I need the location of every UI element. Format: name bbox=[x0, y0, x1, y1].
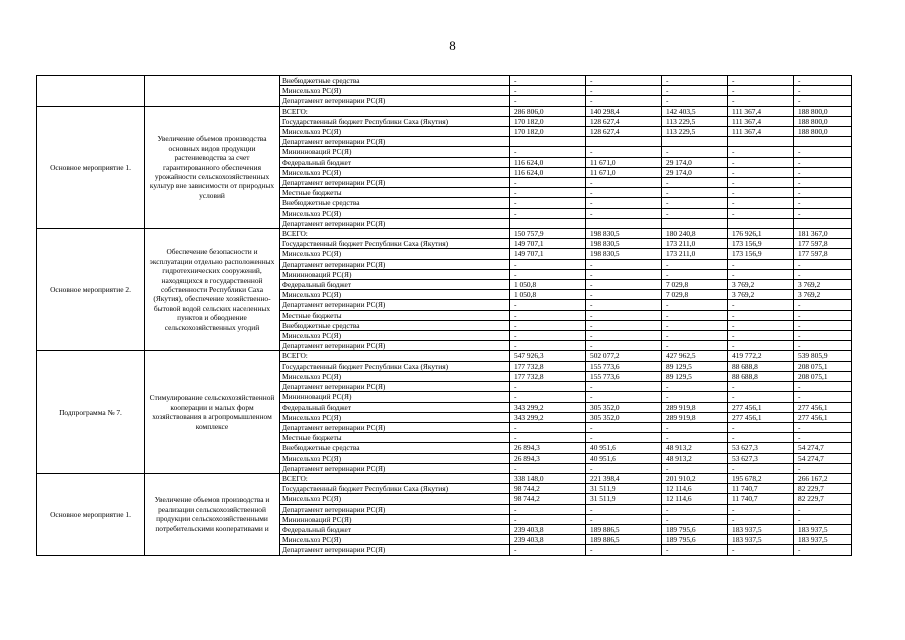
funding-source-cell: Минсельхоз РС(Я) bbox=[280, 127, 510, 137]
amount-cell: 181 367,0 bbox=[794, 229, 852, 239]
amount-cell: 111 367,4 bbox=[728, 116, 794, 126]
funding-source-cell: ВСЕГО: bbox=[280, 229, 510, 239]
amount-cell: 1 050,8 bbox=[510, 280, 586, 290]
amount-cell: - bbox=[510, 188, 586, 198]
amount-cell: 427 962,5 bbox=[662, 351, 728, 361]
amount-cell: - bbox=[728, 178, 794, 188]
funding-source-cell: Минсельхоз РС(Я) bbox=[280, 290, 510, 300]
amount-cell: - bbox=[662, 147, 728, 157]
table-row bbox=[37, 351, 852, 361]
amount-cell: - bbox=[794, 463, 852, 473]
amount-cell: - bbox=[794, 208, 852, 218]
amount-cell: - bbox=[794, 178, 852, 188]
funding-source-cell: Минсельхоз РС(Я) bbox=[280, 249, 510, 259]
funding-source-cell: Мининноваций РС(Я) bbox=[280, 147, 510, 157]
amount-cell: 26 894,3 bbox=[510, 443, 586, 453]
amount-cell: 221 398,4 bbox=[586, 473, 662, 483]
amount-cell: 173 211,0 bbox=[662, 239, 728, 249]
amount-cell: 198 830,5 bbox=[586, 239, 662, 249]
amount-cell: 11 740,7 bbox=[728, 484, 794, 494]
amount-cell: 239 403,8 bbox=[510, 524, 586, 534]
amount-cell: 98 744,2 bbox=[510, 494, 586, 504]
funding-source-cell: Местные бюджеты bbox=[280, 188, 510, 198]
amount-cell: - bbox=[586, 422, 662, 432]
funding-source-cell: Федеральный бюджет bbox=[280, 402, 510, 412]
amount-cell: - bbox=[794, 76, 852, 86]
amount-cell bbox=[586, 218, 662, 228]
amount-cell: 82 229,7 bbox=[794, 484, 852, 494]
amount-cell: 11 671,0 bbox=[586, 167, 662, 177]
amount-cell: - bbox=[586, 331, 662, 341]
table-row bbox=[37, 76, 852, 86]
amount-cell: - bbox=[510, 433, 586, 443]
amount-cell: - bbox=[586, 188, 662, 198]
amount-cell: - bbox=[794, 147, 852, 157]
amount-cell: - bbox=[728, 147, 794, 157]
amount-cell: - bbox=[728, 331, 794, 341]
funding-source-cell: ВСЕГО: bbox=[280, 106, 510, 116]
amount-cell: 305 352,0 bbox=[586, 402, 662, 412]
funding-source-cell: Департамент ветеринарии РС(Я) bbox=[280, 218, 510, 228]
amount-cell: - bbox=[510, 331, 586, 341]
amount-cell: - bbox=[728, 433, 794, 443]
amount-cell: 3 769,2 bbox=[728, 290, 794, 300]
amount-cell: - bbox=[728, 341, 794, 351]
amount-cell: 40 951,6 bbox=[586, 453, 662, 463]
amount-cell: - bbox=[794, 300, 852, 310]
amount-cell: - bbox=[586, 382, 662, 392]
program-description-cell: Обеспечение безопасности и эксплуатации отдельно расположенных гидротехнических сооружений, находящихся в государственной собственности Республики Саха (Якутия), обеспечение хозяйственно-бытовой водой сельских населенных пунктов и обводнение сельскохозяйственных угодий bbox=[145, 229, 280, 351]
amount-cell: 40 951,6 bbox=[586, 443, 662, 453]
amount-cell: - bbox=[728, 320, 794, 330]
funding-source-cell: Государственный бюджет Республики Саха (Якутия) bbox=[280, 361, 510, 371]
funding-source-cell: Минсельхоз РС(Я) bbox=[280, 535, 510, 545]
amount-cell: - bbox=[662, 76, 728, 86]
amount-cell: - bbox=[794, 167, 852, 177]
amount-cell: - bbox=[728, 269, 794, 279]
funding-source-cell: Департамент ветеринарии РС(Я) bbox=[280, 422, 510, 432]
amount-cell: 128 627,4 bbox=[586, 127, 662, 137]
amount-cell: - bbox=[728, 208, 794, 218]
amount-cell: - bbox=[728, 76, 794, 86]
amount-cell: - bbox=[728, 86, 794, 96]
amount-cell: - bbox=[794, 96, 852, 106]
amount-cell: - bbox=[794, 422, 852, 432]
amount-cell: - bbox=[662, 433, 728, 443]
amount-cell bbox=[728, 218, 794, 228]
amount-cell: - bbox=[510, 310, 586, 320]
amount-cell bbox=[728, 137, 794, 147]
amount-cell: - bbox=[510, 504, 586, 514]
amount-cell: - bbox=[728, 310, 794, 320]
amount-cell: 53 627,3 bbox=[728, 443, 794, 453]
amount-cell: 31 511,9 bbox=[586, 494, 662, 504]
amount-cell: 89 129,5 bbox=[662, 361, 728, 371]
amount-cell: - bbox=[586, 320, 662, 330]
amount-cell: 289 919,8 bbox=[662, 402, 728, 412]
amount-cell: 29 174,0 bbox=[662, 157, 728, 167]
funding-source-cell: Минсельхоз РС(Я) bbox=[280, 371, 510, 381]
amount-cell: - bbox=[510, 463, 586, 473]
amount-cell: 188 800,0 bbox=[794, 106, 852, 116]
amount-cell: 155 773,6 bbox=[586, 361, 662, 371]
amount-cell: - bbox=[794, 320, 852, 330]
funding-source-cell: Департамент ветеринарии РС(Я) bbox=[280, 259, 510, 269]
amount-cell: - bbox=[586, 341, 662, 351]
funding-source-cell: Департамент ветеринарии РС(Я) bbox=[280, 300, 510, 310]
amount-cell: 266 167,2 bbox=[794, 473, 852, 483]
amount-cell: - bbox=[510, 198, 586, 208]
amount-cell: - bbox=[728, 96, 794, 106]
funding-source-cell: Департамент ветеринарии РС(Я) bbox=[280, 341, 510, 351]
amount-cell: - bbox=[728, 167, 794, 177]
amount-cell: 88 688,8 bbox=[728, 371, 794, 381]
amount-cell: 176 926,1 bbox=[728, 229, 794, 239]
amount-cell: 89 129,5 bbox=[662, 371, 728, 381]
funding-source-cell: Минсельхоз РС(Я) bbox=[280, 412, 510, 422]
amount-cell: 29 174,0 bbox=[662, 167, 728, 177]
amount-cell: - bbox=[510, 269, 586, 279]
amount-cell: - bbox=[662, 504, 728, 514]
amount-cell: - bbox=[510, 147, 586, 157]
funding-source-cell: Федеральный бюджет bbox=[280, 157, 510, 167]
funding-source-cell: Минсельхоз РС(Я) bbox=[280, 167, 510, 177]
amount-cell: 201 910,2 bbox=[662, 473, 728, 483]
amount-cell: 502 077,2 bbox=[586, 351, 662, 361]
amount-cell: 188 800,0 bbox=[794, 127, 852, 137]
program-description-cell: Увеличение объемов производства основных видов продукции растениеводства за счет гарантированного обеспечения урожайности сельскохозяйственных культур вне зависимости от природных условий bbox=[145, 106, 280, 228]
amount-cell: - bbox=[662, 269, 728, 279]
amount-cell: 150 757,9 bbox=[510, 229, 586, 239]
amount-cell: 170 182,0 bbox=[510, 127, 586, 137]
amount-cell: - bbox=[586, 504, 662, 514]
amount-cell: 54 274,7 bbox=[794, 453, 852, 463]
amount-cell: - bbox=[662, 310, 728, 320]
amount-cell: - bbox=[662, 96, 728, 106]
amount-cell bbox=[586, 137, 662, 147]
amount-cell: 277 456,1 bbox=[794, 412, 852, 422]
amount-cell: - bbox=[794, 433, 852, 443]
amount-cell: 149 707,1 bbox=[510, 239, 586, 249]
funding-source-cell: Департамент ветеринарии РС(Я) bbox=[280, 504, 510, 514]
page-number: 8 bbox=[449, 38, 456, 53]
amount-cell: 343 299,2 bbox=[510, 402, 586, 412]
amount-cell: - bbox=[794, 392, 852, 402]
amount-cell: - bbox=[728, 514, 794, 524]
amount-cell: - bbox=[510, 392, 586, 402]
amount-cell: - bbox=[662, 545, 728, 555]
amount-cell: - bbox=[728, 463, 794, 473]
funding-source-cell: Внебюджетные средства bbox=[280, 198, 510, 208]
funding-source-cell: Департамент ветеринарии РС(Я) bbox=[280, 382, 510, 392]
funding-source-cell: Внебюджетные средства bbox=[280, 443, 510, 453]
amount-cell: 173 156,9 bbox=[728, 239, 794, 249]
amount-cell: 208 075,1 bbox=[794, 371, 852, 381]
amount-cell: - bbox=[510, 514, 586, 524]
funding-source-cell: Департамент ветеринарии РС(Я) bbox=[280, 463, 510, 473]
amount-cell: - bbox=[728, 300, 794, 310]
amount-cell: - bbox=[586, 545, 662, 555]
amount-cell: - bbox=[586, 514, 662, 524]
amount-cell: 140 298,4 bbox=[586, 106, 662, 116]
amount-cell: - bbox=[794, 86, 852, 96]
amount-cell: 195 678,2 bbox=[728, 473, 794, 483]
funding-source-cell: Департамент ветеринарии РС(Я) bbox=[280, 545, 510, 555]
amount-cell: - bbox=[586, 86, 662, 96]
amount-cell: 11 740,7 bbox=[728, 494, 794, 504]
program-description-cell: Увеличение объемов производства и реализации сельскохозяйственной продукции сельскохозяйственными потребительскими кооперативами и bbox=[145, 473, 280, 555]
amount-cell: - bbox=[794, 382, 852, 392]
amount-cell: 173 211,0 bbox=[662, 249, 728, 259]
amount-cell: - bbox=[586, 300, 662, 310]
amount-cell: - bbox=[794, 259, 852, 269]
amount-cell: - bbox=[510, 259, 586, 269]
amount-cell: - bbox=[662, 331, 728, 341]
amount-cell: - bbox=[586, 147, 662, 157]
amount-cell: - bbox=[794, 188, 852, 198]
amount-cell: 142 403,5 bbox=[662, 106, 728, 116]
amount-cell: 12 114,6 bbox=[662, 494, 728, 504]
amount-cell: 7 029,8 bbox=[662, 280, 728, 290]
funding-source-cell: Минсельхоз РС(Я) bbox=[280, 86, 510, 96]
funding-source-cell: Минсельхоз РС(Я) bbox=[280, 453, 510, 463]
amount-cell: 12 114,6 bbox=[662, 484, 728, 494]
amount-cell: - bbox=[510, 96, 586, 106]
amount-cell: 149 707,1 bbox=[510, 249, 586, 259]
amount-cell: 173 156,9 bbox=[728, 249, 794, 259]
funding-source-cell: Государственный бюджет Республики Саха (Якутия) bbox=[280, 484, 510, 494]
amount-cell: - bbox=[586, 290, 662, 300]
amount-cell: 82 229,7 bbox=[794, 494, 852, 504]
amount-cell: 198 830,5 bbox=[586, 229, 662, 239]
program-name-cell: Подпрограмма № 7. bbox=[37, 351, 145, 473]
amount-cell: - bbox=[662, 463, 728, 473]
amount-cell: - bbox=[586, 433, 662, 443]
amount-cell: 289 919,8 bbox=[662, 412, 728, 422]
amount-cell: - bbox=[794, 545, 852, 555]
amount-cell: 183 937,5 bbox=[728, 524, 794, 534]
amount-cell: 547 926,3 bbox=[510, 351, 586, 361]
amount-cell: - bbox=[662, 341, 728, 351]
amount-cell: - bbox=[662, 514, 728, 524]
amount-cell: - bbox=[794, 269, 852, 279]
amount-cell: 31 511,9 bbox=[586, 484, 662, 494]
funding-source-cell: Минсельхоз РС(Я) bbox=[280, 494, 510, 504]
amount-cell: - bbox=[586, 269, 662, 279]
table-row bbox=[37, 229, 852, 239]
amount-cell: 183 937,5 bbox=[794, 524, 852, 534]
amount-cell bbox=[510, 218, 586, 228]
amount-cell: 48 913,2 bbox=[662, 453, 728, 463]
amount-cell: 113 229,5 bbox=[662, 127, 728, 137]
amount-cell: 177 597,8 bbox=[794, 239, 852, 249]
amount-cell: 305 352,0 bbox=[586, 412, 662, 422]
funding-source-cell: Мининноваций РС(Я) bbox=[280, 514, 510, 524]
amount-cell: - bbox=[586, 96, 662, 106]
amount-cell: 170 182,0 bbox=[510, 116, 586, 126]
amount-cell: - bbox=[586, 280, 662, 290]
amount-cell: 208 075,1 bbox=[794, 361, 852, 371]
funding-source-cell: ВСЕГО: bbox=[280, 473, 510, 483]
funding-source-cell: Департамент ветеринарии РС(Я) bbox=[280, 178, 510, 188]
amount-cell: - bbox=[586, 178, 662, 188]
amount-cell: - bbox=[794, 504, 852, 514]
amount-cell: - bbox=[510, 422, 586, 432]
amount-cell: 3 769,2 bbox=[794, 290, 852, 300]
amount-cell: 116 624,0 bbox=[510, 167, 586, 177]
amount-cell: 1 050,8 bbox=[510, 290, 586, 300]
amount-cell bbox=[662, 218, 728, 228]
table-row bbox=[37, 473, 852, 483]
amount-cell: - bbox=[586, 208, 662, 218]
funding-source-cell: Мининноваций РС(Я) bbox=[280, 269, 510, 279]
amount-cell: - bbox=[586, 463, 662, 473]
amount-cell: 189 795,6 bbox=[662, 524, 728, 534]
amount-cell: 53 627,3 bbox=[728, 453, 794, 463]
program-name-cell bbox=[37, 76, 145, 107]
funding-source-cell: Департамент ветеринарии РС(Я) bbox=[280, 96, 510, 106]
funding-source-cell: Федеральный бюджет bbox=[280, 280, 510, 290]
funding-source-cell: Мининноваций РС(Я) bbox=[280, 392, 510, 402]
amount-cell: - bbox=[510, 178, 586, 188]
amount-cell: - bbox=[662, 422, 728, 432]
funding-source-cell: Минсельхоз РС(Я) bbox=[280, 331, 510, 341]
amount-cell: - bbox=[586, 392, 662, 402]
funding-source-cell: ВСЕГО: bbox=[280, 351, 510, 361]
amount-cell: 286 806,0 bbox=[510, 106, 586, 116]
amount-cell: - bbox=[728, 545, 794, 555]
amount-cell: - bbox=[728, 382, 794, 392]
amount-cell: 111 367,4 bbox=[728, 127, 794, 137]
amount-cell: - bbox=[662, 86, 728, 96]
amount-cell: 239 403,8 bbox=[510, 535, 586, 545]
amount-cell: - bbox=[728, 259, 794, 269]
amount-cell: 177 732,8 bbox=[510, 371, 586, 381]
amount-cell: - bbox=[662, 188, 728, 198]
amount-cell: 189 795,6 bbox=[662, 535, 728, 545]
amount-cell: - bbox=[662, 259, 728, 269]
amount-cell bbox=[662, 137, 728, 147]
funding-source-cell: Минсельхоз РС(Я) bbox=[280, 208, 510, 218]
amount-cell: 277 456,1 bbox=[728, 412, 794, 422]
amount-cell: 116 624,0 bbox=[510, 157, 586, 167]
program-name-cell: Основное мероприятие 2. bbox=[37, 229, 145, 351]
amount-cell: - bbox=[510, 86, 586, 96]
amount-cell bbox=[510, 137, 586, 147]
amount-cell bbox=[794, 137, 852, 147]
amount-cell: 26 894,3 bbox=[510, 453, 586, 463]
budget-table bbox=[36, 75, 852, 556]
amount-cell: - bbox=[586, 76, 662, 86]
amount-cell: 419 772,2 bbox=[728, 351, 794, 361]
funding-source-cell: Государственный бюджет Республики Саха (Якутия) bbox=[280, 116, 510, 126]
amount-cell: - bbox=[510, 545, 586, 555]
amount-cell: 189 886,5 bbox=[586, 535, 662, 545]
program-description-cell bbox=[145, 76, 280, 107]
amount-cell: - bbox=[728, 504, 794, 514]
amount-cell: 11 671,0 bbox=[586, 157, 662, 167]
funding-source-cell: Департамент ветеринарии РС(Я) bbox=[280, 137, 510, 147]
amount-cell: 155 773,6 bbox=[586, 371, 662, 381]
amount-cell: - bbox=[510, 76, 586, 86]
amount-cell: - bbox=[728, 422, 794, 432]
amount-cell: 98 744,2 bbox=[510, 484, 586, 494]
amount-cell: - bbox=[728, 198, 794, 208]
funding-source-cell: Местные бюджеты bbox=[280, 433, 510, 443]
amount-cell: - bbox=[586, 310, 662, 320]
funding-source-cell: Государственный бюджет Республики Саха (Якутия) bbox=[280, 239, 510, 249]
amount-cell: - bbox=[794, 341, 852, 351]
amount-cell: 183 937,5 bbox=[794, 535, 852, 545]
amount-cell: 7 029,8 bbox=[662, 290, 728, 300]
amount-cell: - bbox=[794, 157, 852, 167]
amount-cell: 54 274,7 bbox=[794, 443, 852, 453]
amount-cell: 111 367,4 bbox=[728, 106, 794, 116]
amount-cell: 180 240,8 bbox=[662, 229, 728, 239]
amount-cell: - bbox=[662, 320, 728, 330]
amount-cell: 88 688,8 bbox=[728, 361, 794, 371]
amount-cell: 128 627,4 bbox=[586, 116, 662, 126]
amount-cell: - bbox=[510, 300, 586, 310]
amount-cell bbox=[794, 218, 852, 228]
amount-cell: - bbox=[794, 514, 852, 524]
funding-source-cell: Федеральный бюджет bbox=[280, 524, 510, 534]
amount-cell: 177 732,8 bbox=[510, 361, 586, 371]
amount-cell: - bbox=[662, 208, 728, 218]
amount-cell: - bbox=[586, 198, 662, 208]
funding-source-cell: Внебюджетные средства bbox=[280, 76, 510, 86]
amount-cell: 177 597,8 bbox=[794, 249, 852, 259]
program-name-cell: Основное мероприятие 1. bbox=[37, 473, 145, 555]
amount-cell: - bbox=[794, 331, 852, 341]
amount-cell: - bbox=[510, 341, 586, 351]
amount-cell: 343 299,2 bbox=[510, 412, 586, 422]
amount-cell: - bbox=[728, 392, 794, 402]
amount-cell: - bbox=[794, 198, 852, 208]
amount-cell: 277 456,1 bbox=[728, 402, 794, 412]
amount-cell: - bbox=[586, 259, 662, 269]
amount-cell: - bbox=[794, 310, 852, 320]
amount-cell: - bbox=[662, 198, 728, 208]
amount-cell: 198 830,5 bbox=[586, 249, 662, 259]
funding-source-cell: Внебюджетные средства bbox=[280, 320, 510, 330]
amount-cell: 539 805,9 bbox=[794, 351, 852, 361]
amount-cell: - bbox=[728, 157, 794, 167]
funding-source-cell: Местные бюджеты bbox=[280, 310, 510, 320]
amount-cell: - bbox=[510, 208, 586, 218]
amount-cell: 113 229,5 bbox=[662, 116, 728, 126]
amount-cell: 188 800,0 bbox=[794, 116, 852, 126]
amount-cell: 3 769,2 bbox=[794, 280, 852, 290]
amount-cell: - bbox=[728, 188, 794, 198]
program-name-cell: Основное мероприятие 1. bbox=[37, 106, 145, 228]
amount-cell: 3 769,2 bbox=[728, 280, 794, 290]
amount-cell: - bbox=[662, 392, 728, 402]
amount-cell: - bbox=[662, 300, 728, 310]
amount-cell: 277 456,1 bbox=[794, 402, 852, 412]
amount-cell: - bbox=[662, 382, 728, 392]
table-row bbox=[37, 106, 852, 116]
amount-cell: 338 148,0 bbox=[510, 473, 586, 483]
program-description-cell: Стимулирование сельскохозяйственной кооперации и малых форм хозяйствования в агропромышленном комплексе bbox=[145, 351, 280, 473]
amount-cell: - bbox=[510, 320, 586, 330]
amount-cell: - bbox=[662, 178, 728, 188]
amount-cell: 189 886,5 bbox=[586, 524, 662, 534]
amount-cell: - bbox=[510, 382, 586, 392]
amount-cell: 183 937,5 bbox=[728, 535, 794, 545]
amount-cell: 48 913,2 bbox=[662, 443, 728, 453]
